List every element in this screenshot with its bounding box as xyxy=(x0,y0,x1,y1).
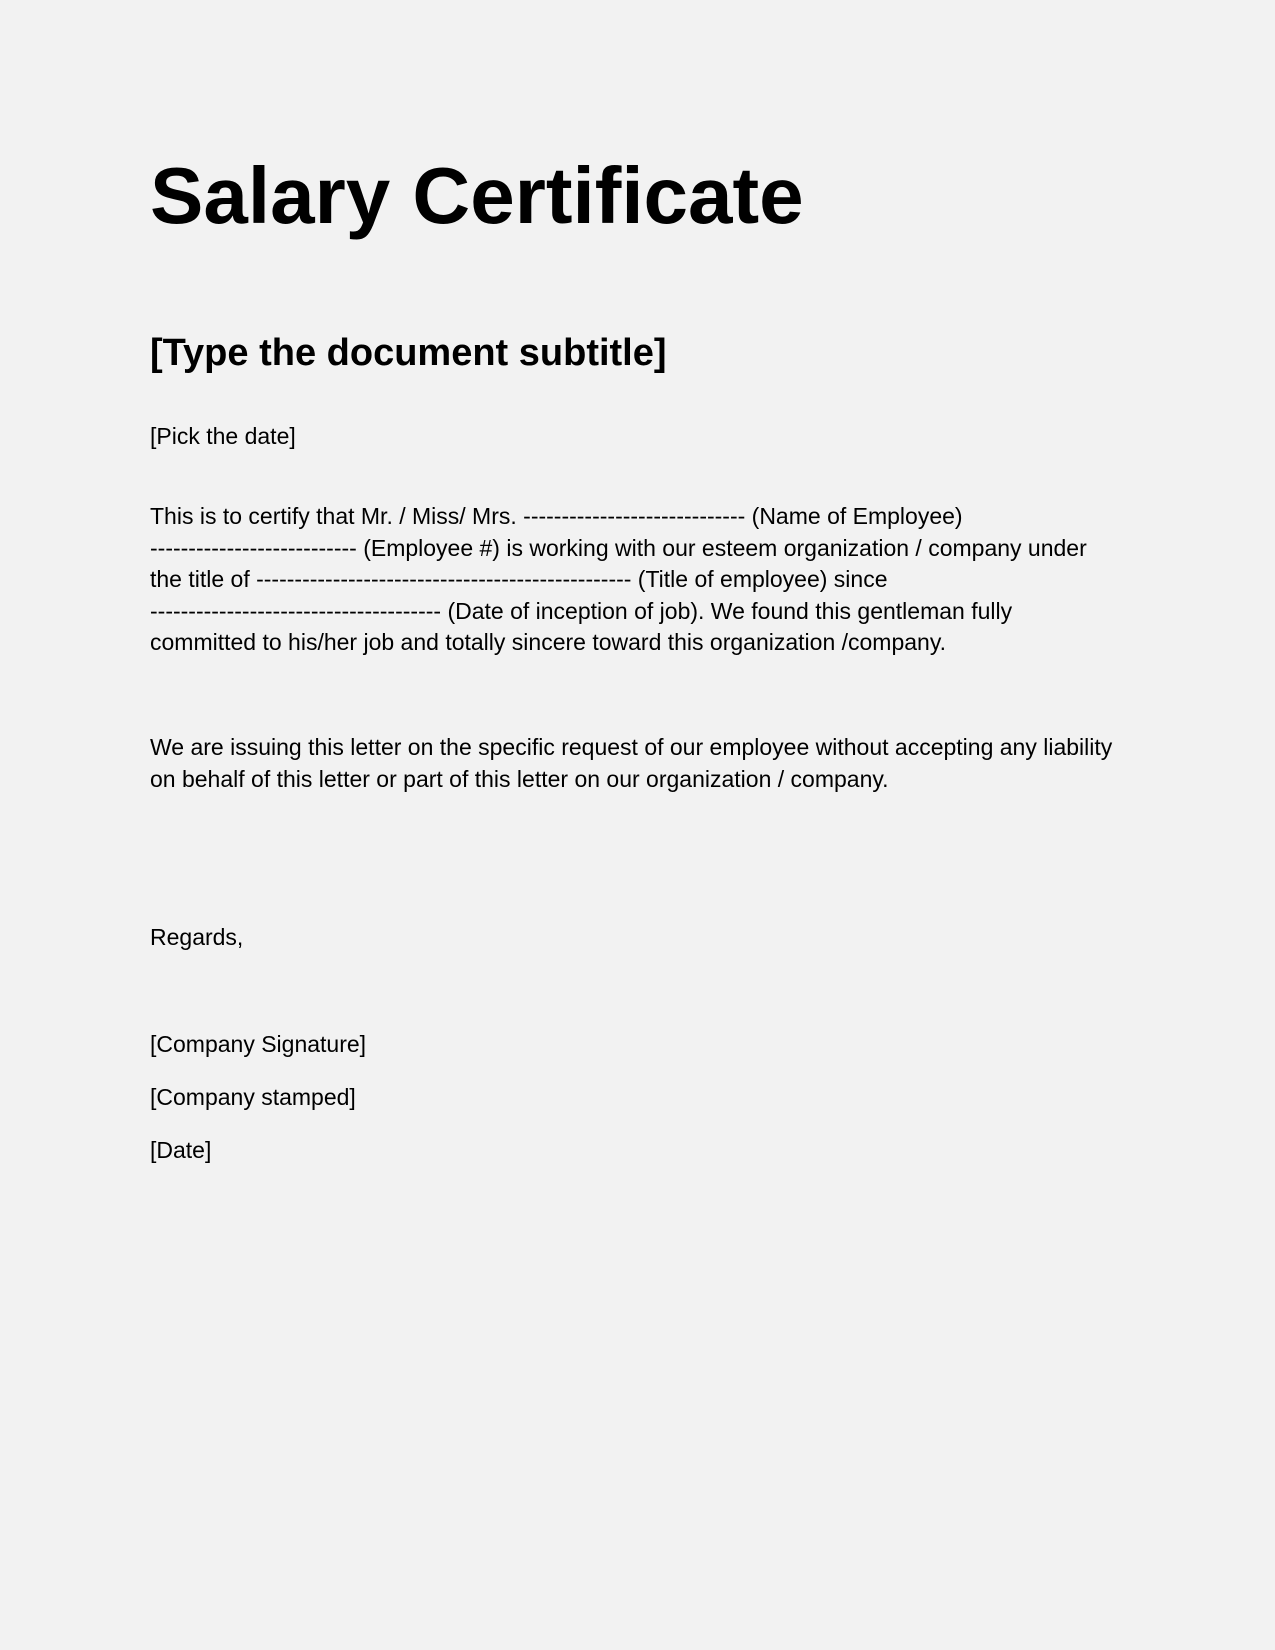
signature-date-placeholder: [Date] xyxy=(150,1137,212,1163)
paragraph-line: --------------------------- (Employee #) is working with our esteem organization / company under xyxy=(150,534,1087,561)
company-signature-placeholder: [Company Signature] xyxy=(150,1031,367,1057)
paragraph-line: We are issuing this letter on the specific request of our employee without accepting any liability xyxy=(150,734,1113,760)
closing-regards: Regards, xyxy=(150,924,244,950)
certification-paragraph xyxy=(150,501,1087,659)
paragraph-line: on behalf of this letter or part of this letter on our organization / company. xyxy=(150,765,889,792)
date-placeholder[interactable]: [Pick the date] xyxy=(150,423,296,449)
paragraph-line: the title of ------------------------------------------------- (Title of employee) since xyxy=(150,566,888,592)
paragraph-line: This is to certify that Mr. / Miss/ Mrs. ----------------------------- (Name of Employee) xyxy=(150,503,963,529)
paragraph-line: committed to his/her job and totally sincere toward this organization /company. xyxy=(150,629,947,655)
document-subtitle[interactable]: [Type the document subtitle] xyxy=(150,332,667,374)
document-title: Salary Certificate xyxy=(150,151,804,240)
paragraph-line: -------------------------------------- (Date of inception of job). We found this gentleman fully xyxy=(150,597,1013,624)
company-stamp-placeholder: [Company stamped] xyxy=(150,1084,356,1110)
disclaimer-paragraph xyxy=(150,732,1112,795)
